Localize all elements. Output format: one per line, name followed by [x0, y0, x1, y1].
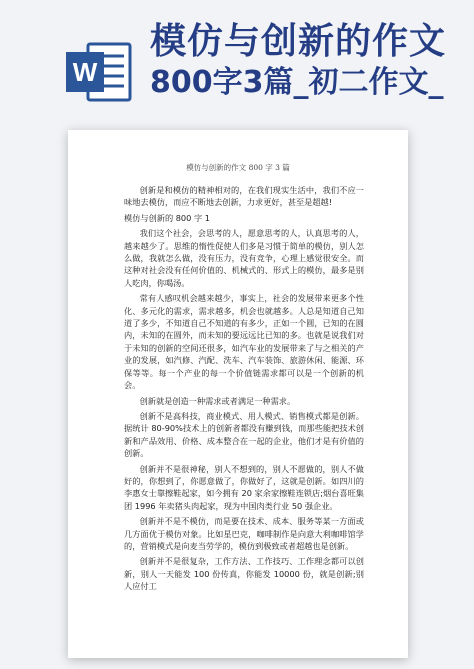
paragraph: 创新就是创造一种需求或者满足一种需求。: [139, 395, 296, 406]
paragraph: 创新是和模仿的精神相对的，在我们现实生活中，我们不应一味地去模仿，而应不断地去创新，力求更好，甚至是超越!: [124, 185, 364, 208]
document-page: [68, 130, 408, 658]
paragraph: 创新不是高科技，商业模式、用人模式、销售模式都是创新。据统计 80-90%技术上的创新者都没有赚到钱，而那些能把技术创新和产品效用、价格、成本整合在一起的企业，他们才是有价值的创新。: [124, 410, 364, 459]
paragraph: 创新并不是不模仿，而是要在技术、成本、服务等某一方面或几方面优于模仿对象。比如星巴克，咖啡制作是向意大利咖啡馆学的，营销模式是向麦当劳学的，模仿到极致或者超越也是创新。: [124, 516, 364, 551]
page-title: [150, 20, 470, 102]
title-line-1: 模仿与创新的作文: [150, 21, 447, 62]
paragraph: 创新并不是很复杂，工作方法、工作技巧、工作理念都可以创新，别人一天能发 100 份传真，你能发 10000 份，就是创新;别人应付工: [124, 556, 364, 592]
paragraph: 创新并不是很神秘，别人不想到的，别人不愿做的，别人不做好的，你想到了，你愿意做了，你做好了，这就是创新。如四川的李惠女士靠擦鞋起家，如今拥有 20 家余家擦鞋连锁店;烟台喜旺集团 1996 年卖猪头肉起家，现为中国肉类行业 50 强企业。: [124, 463, 364, 511]
section-heading: 模仿与创新的 800 字 1: [124, 212, 210, 223]
paragraph: 常有人感叹机会越来越少，事实上，社会的发展带来更多个性化、多元化的需求，需求越多，机会也就越多。人总是知道自己知道了多少，不知道自己不知道的有多少，正如一个圆，已知的在圆内，未知的在圆外，而未知的要远远比已知的多。也就是说我们对于未知的创新的空间还很多，如汽车业的发展带来了与之相关的产业的发展，如汽修、汽配、洗车、汽车装饰、旅游休闲、能源、环保等等。每一个产业的每一个价值链需求都可以是一个创新的机会。: [124, 293, 364, 391]
word-icon-letter: W: [72, 57, 98, 87]
title-line-2: 800字3篇_初二作文_: [150, 65, 444, 100]
document-body: [124, 184, 364, 596]
word-doc-icon: [66, 42, 132, 102]
banner: [0, 0, 474, 130]
paragraph: 我们这个社会，会思考的人，愿意思考的人，认真思考的人，越来越少了。思维的惰性促使人们多是习惯于简单的模仿，别人怎么做，我就怎么做，没有压力，没有竞争，心理上感觉很安全。而这种对社会没有任何价值的、机械式的、形式上的模仿，最多是别人吃肉，你喝汤。: [124, 228, 364, 288]
running-head: 模仿与创新的作文 800 字 3 篇: [186, 163, 290, 172]
